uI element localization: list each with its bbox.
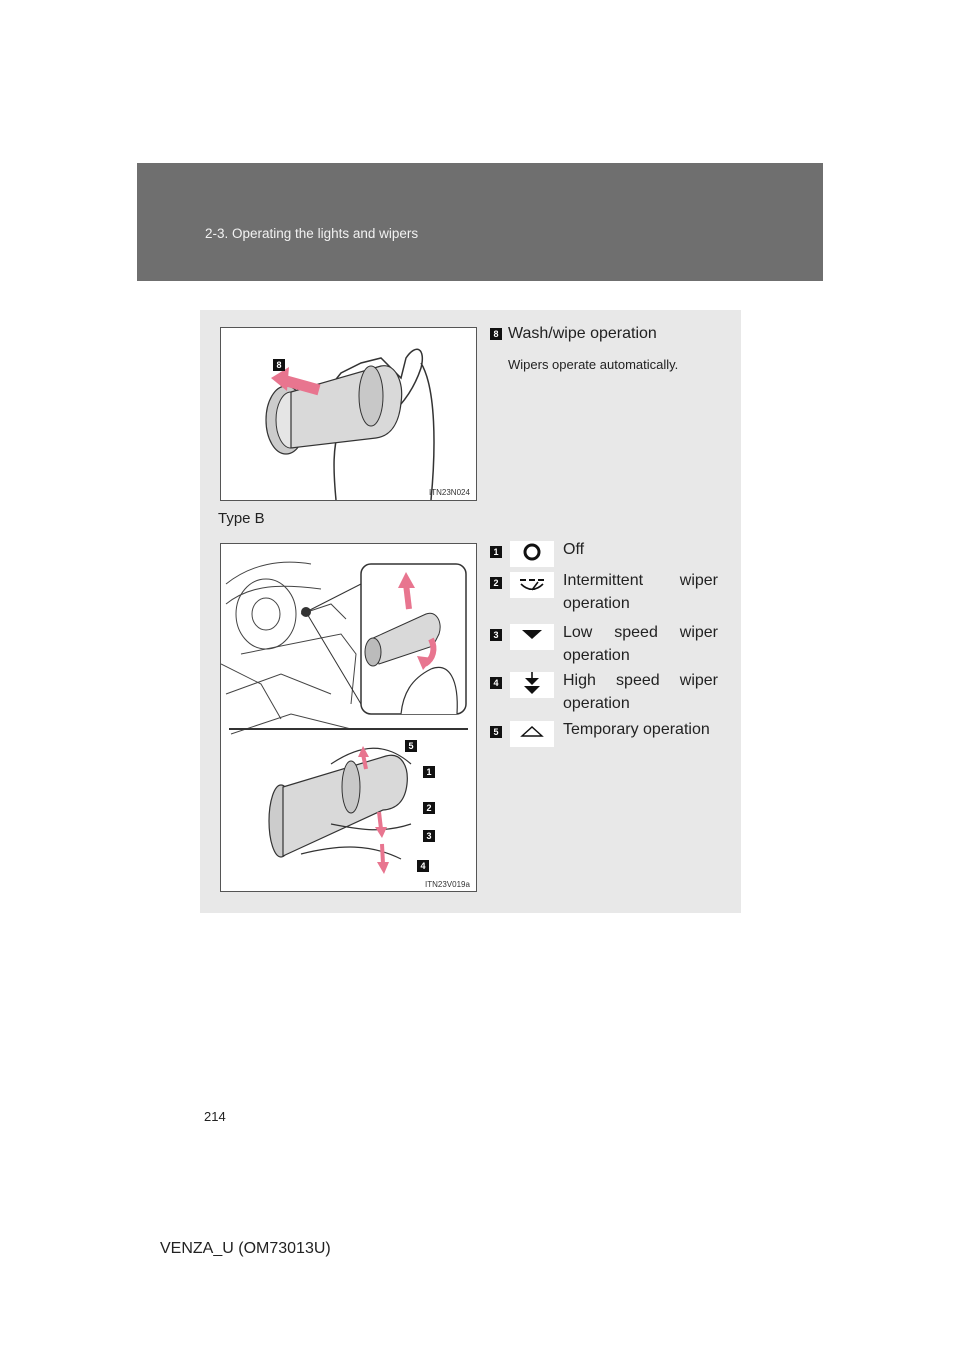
figure1-code: ITN23N024 [429,488,470,497]
mode-number: 1 [490,546,502,558]
mode-number: 4 [490,677,502,689]
mode-number: 5 [490,726,502,738]
figure2-code: ITN23V019a [425,880,470,889]
wash-wipe-illustration [221,328,476,500]
mode-label: High speed wiper operation [563,672,718,712]
document-code: VENZA_U (OM73013U) [160,1240,331,1257]
temporary-up-arrow-icon [510,721,554,747]
mode-number: 3 [490,629,502,641]
wash-title: Wash/wipe operation [508,325,657,342]
mode-label: Temporary operation [563,721,710,738]
mode-label: Intermittent wiper operation [563,572,718,612]
mode-label: Low speed wiper operation [563,624,718,664]
header-band [137,163,823,281]
type-b-figure [220,543,477,892]
low-speed-arrow-icon [510,624,554,650]
off-circle-icon [510,541,554,567]
figure2-callout-1: 1 [423,766,435,778]
figure2-callout-5: 5 [405,740,417,752]
type-b-heading: Type B [218,510,265,527]
page-number: 214 [204,1109,226,1124]
wash-description: Wipers operate automatically. [508,357,679,372]
figure2-callout-4: 4 [417,860,429,872]
mode-label: Off [563,541,585,558]
mode-number: 2 [490,577,502,589]
wash-marker-8: 8 [490,328,502,340]
intermittent-wiper-icon [510,572,554,598]
type-b-illustration [221,544,476,891]
high-speed-double-arrow-icon [510,672,554,698]
figure2-callout-3: 3 [423,830,435,842]
figure1-callout-8: 8 [273,359,285,371]
wash-wipe-figure [220,327,477,501]
figure2-callout-2: 2 [423,802,435,814]
section-title: 2-3. Operating the lights and wipers [205,226,419,241]
